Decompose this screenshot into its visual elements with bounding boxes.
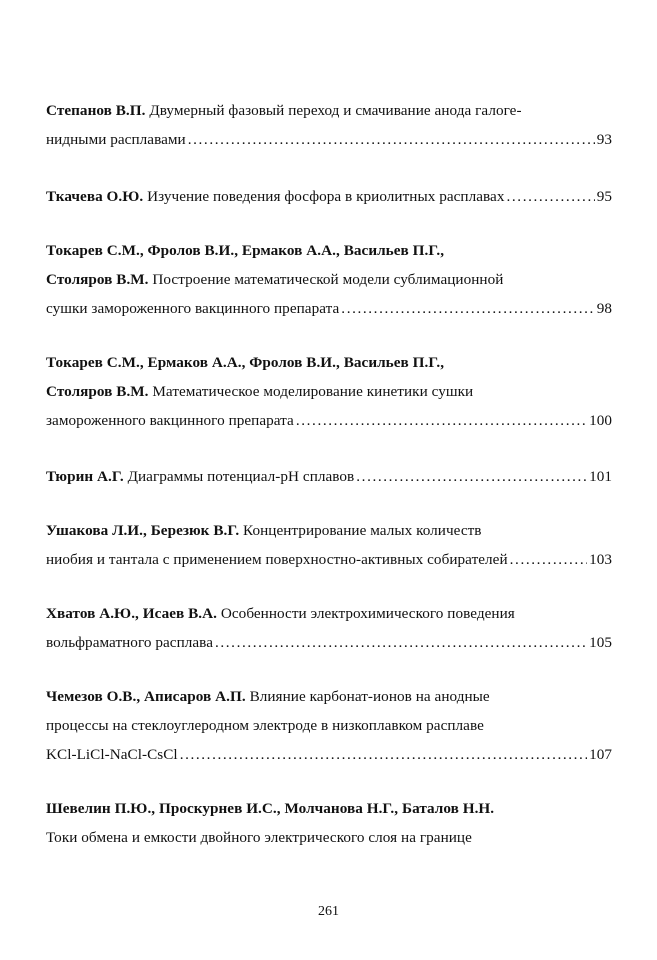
table-of-contents — [46, 96, 612, 852]
toc-line — [46, 125, 612, 154]
entry-authors: Чемезов О.В., Аписаров А.П. — [46, 688, 246, 705]
entry-authors: Ушакова Л.И., Березюк В.Г. — [46, 522, 240, 539]
entry-page: 103 — [589, 551, 612, 568]
toc-line — [46, 711, 612, 740]
toc-entry — [46, 682, 612, 769]
toc-line — [46, 823, 612, 852]
toc-line — [46, 294, 612, 323]
toc-line — [46, 377, 612, 406]
entry-title: замороженного вакцинного препарата — [46, 412, 294, 429]
entry-page: 107 — [589, 746, 612, 763]
entry-title: ниобия и тантала с применением поверхностно-активных собирателей — [46, 551, 508, 568]
entry-authors: Тюрин А.Г. — [46, 468, 124, 485]
entry-page: 101 — [589, 468, 612, 485]
toc-entry — [46, 794, 612, 852]
entry-title: Токи обмена и емкости двойного электрического слоя на границе — [46, 829, 472, 846]
dot-leader — [180, 740, 587, 769]
entry-title: Особенности электрохимического поведения — [217, 605, 515, 622]
toc-entry — [46, 236, 612, 323]
entry-page: 100 — [589, 412, 612, 429]
toc-entry — [46, 348, 612, 435]
dot-leader — [341, 294, 594, 323]
toc-line — [46, 682, 612, 711]
toc-line — [46, 96, 612, 125]
entry-title: Математическое моделирование кинетики сушки — [148, 383, 474, 400]
entry-title: сушки замороженного вакцинного препарата — [46, 300, 340, 317]
entry-page: 95 — [596, 188, 612, 205]
entry-page: 105 — [589, 634, 612, 651]
entry-authors: Столяров В.М. — [46, 271, 149, 288]
entry-page: 98 — [596, 300, 612, 317]
toc-line — [46, 236, 612, 265]
toc-line — [46, 599, 612, 628]
dot-leader — [356, 462, 587, 491]
entry-title: Концентрирование малых количеств — [239, 522, 482, 539]
page-number: 261 — [318, 904, 339, 919]
toc-line — [46, 462, 612, 491]
entry-authors: Хватов А.Ю., Исаев В.А. — [46, 605, 218, 622]
toc-entry — [46, 462, 612, 491]
entry-title: нидными расплавами — [46, 131, 186, 148]
entry-title: Диаграммы потенциал-pH сплавов — [123, 468, 355, 485]
entry-authors: Шевелин П.Ю., Проскурнев И.С., Молчанова Н.Г., Баталов Н.Н. — [46, 800, 495, 817]
dot-leader — [507, 182, 595, 211]
dot-leader — [188, 125, 595, 154]
entry-title: вольфраматного расплава — [46, 634, 213, 651]
entry-title: KCl-LiCl-NaCl-CsCl — [46, 746, 178, 763]
entry-authors: Токарев С.М., Ермаков А.А., Фролов В.И., Васильев П.Г., — [46, 354, 445, 371]
entry-title: Построение математической модели сублимационной — [148, 271, 504, 288]
entry-authors: Столяров В.М. — [46, 383, 149, 400]
toc-line — [46, 265, 612, 294]
toc-line — [46, 628, 612, 657]
toc-entry — [46, 96, 612, 154]
entry-title: Двумерный фазовый переход и смачивание анода галоге- — [145, 102, 522, 119]
toc-line — [46, 794, 612, 823]
toc-entry — [46, 599, 612, 657]
entry-page: 93 — [596, 131, 612, 148]
toc-entry — [46, 182, 612, 211]
dot-leader — [510, 545, 587, 574]
toc-line — [46, 516, 612, 545]
toc-line — [46, 740, 612, 769]
entry-title: Изучение поведения фосфора в криолитных расплавах — [143, 188, 505, 205]
toc-entry — [46, 516, 612, 574]
toc-line — [46, 182, 612, 211]
entry-title: Влияние карбонат-ионов на анодные — [245, 688, 490, 705]
dot-leader — [296, 406, 587, 435]
toc-line — [46, 406, 612, 435]
entry-authors: Токарев С.М., Фролов В.И., Ермаков А.А., Васильев П.Г., — [46, 242, 445, 259]
entry-title: процессы на стеклоуглеродном электроде в низкоплавком расплаве — [46, 717, 484, 734]
toc-line — [46, 348, 612, 377]
entry-authors: Ткачева О.Ю. — [46, 188, 144, 205]
entry-authors: Степанов В.П. — [46, 102, 146, 119]
toc-line — [46, 545, 612, 574]
dot-leader — [215, 628, 587, 657]
